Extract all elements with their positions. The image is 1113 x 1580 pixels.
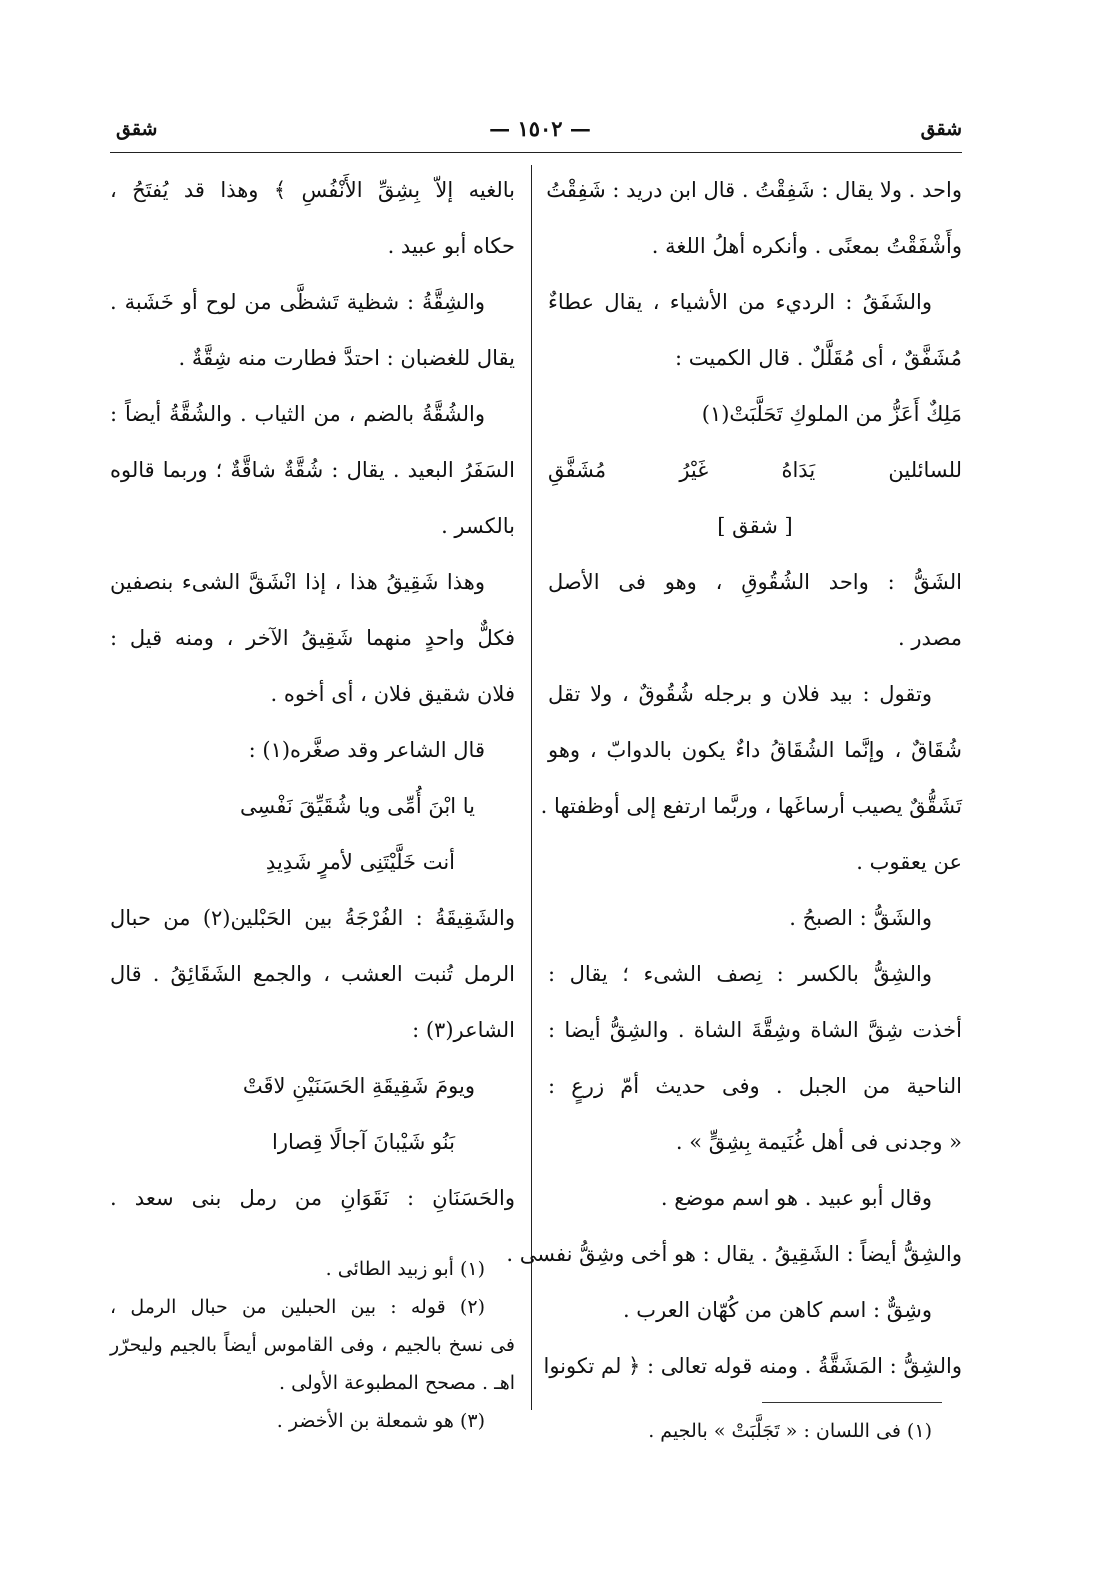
text-line: الشَقُّ : واحد الشُقُوقِ ، وهو فى الأصل [548,570,962,594]
text-line: والشِقَّةُ : شظية تَشظَّى من لوح أو خَشَبة . [110,290,485,314]
text-line: فلان شقيق فلان ، أى أخوه . [270,682,515,706]
verse-line: ويومَ شَقِيقَةِ الحَسَنَيْنِ لاقَتْ [242,1074,475,1098]
text-line: وشِقٌّ : اسم كاهن من كُهّان العرب . [622,1298,932,1322]
running-head-right: شقق [920,118,962,140]
verse-line: مَلِكٌ أَعَزُّ من الملوكِ تَحَلَّبَتْ(١) [701,402,962,426]
footnote: اهـ . مصحح المطبوعة الأولى . [279,1372,515,1394]
text-line: والشِقُّ : المَشَقَّةُ . ومنه قوله تعالى : ﴿ لم تكونوا [543,1354,962,1378]
footnote: (٢) قوله : بين الحبلين من حبال الرمل ، [110,1296,485,1318]
text-line: قال الشاعر وقد صغَّره(١) : [248,738,485,762]
page-number: — ١٥٠٢ — [489,116,591,141]
verse-line: للسائلين يَدَاهُ غَيْرُ مُشَفَّقِ [548,458,962,482]
text-line: شُقَاقٌ ، وإنَّما الشُقَاقُ داءٌ يكون بالدوابّ ، وهو [548,738,962,762]
column-divider [531,165,532,1410]
text-line: الناحية من الجبل . وفى حديث أمّ زرعٍ : [548,1074,962,1098]
text-line: مصدر . [898,626,962,650]
text-line: وتقول : بيد فلان و برجله شُقُوقٌ ، ولا تقل [548,682,932,706]
text-line: حكاه أبو عبيد . [387,234,515,258]
verse-line: بَنُو شَيْبانَ آجالًا قِصارا [272,1130,455,1154]
text-line: الشاعر(٣) : [412,1018,515,1042]
text-line: مُشَفَّقٌ ، أى مُقَلَّلٌ . قال الكميت : [675,346,962,370]
text-line: والشَفَقُ : الرديء من الأشياء ، يقال عطاءٌ [548,290,932,314]
text-line: فكلٌّ واحدٍ منهما شَقِيقُ الآخر ، ومنه قيل : [110,626,515,650]
text-line: الرمل تُنبت العشب ، والجمع الشَقَائِقُ . قال [110,962,515,986]
footnote-gap [110,1226,515,1250]
text-line: تَشَقُّقٌ يصيب أرساغَها ، وربَّما ارتفع إلى أوظفتها . [540,794,962,818]
text-line: أخذت شِقَّ الشاة وشِقَّةَ الشاة . والشِقُّ أيضا : [548,1018,962,1042]
text-line: بالغيه إلاّ بِشِقِّ الأَنْفُسِ ﴾ وهذا قد يُفتَحُ ، [110,178,515,202]
text-line: السَفَرُ البعيد . يقال : شُقَّةٌ شاقَّةٌ ؛ وربما قالوه [110,458,515,482]
footnote: (١) أبو زبيد الطائى . [325,1258,485,1280]
footnote: (١) فى اللسان : « تَجَلَّبَتْ » بالجيم . [648,1420,932,1442]
running-head-left: شقق [116,118,158,140]
text-line: عن يعقوب . [856,850,962,874]
text-line: والشُقَّةُ بالضم ، من الثياب . والشُقَّةُ أيضاً : [110,402,485,426]
text-line: والشَقُّ : الصبحُ . [789,906,932,930]
verse-line: يا ابْنَ أُمِّى ويا شُقَيِّقَ نَفْسِى [239,794,475,818]
text-line: والشِقُّ بالكسر : نِصف الشىء ؛ يقال : [548,962,932,986]
footnote: فى نسخ بالجيم ، وفى القاموس أيضاً بالجيم وليحرّر [110,1334,515,1356]
footnote: (٣) هو شمعلة بن الأخضر . [276,1410,485,1432]
header-rule [110,152,962,153]
entry-heading: [ شقق ] [717,514,793,538]
page-header [110,112,962,152]
left-column [110,162,515,1440]
right-column [506,162,962,1450]
verse-line: أنت خَلَّيْتَنِى لأمرٍ شَدِيدِ [265,850,455,874]
text-line: والحَسَنَانِ : نَقَوَانِ من رمل بنى سعد . [110,1186,515,1210]
text-line: وأَشْفَقْتُ بمعنًى . وأنكره أهلُ اللغة . [651,234,962,258]
text-line: واحد . ولا يقال : شَفِقْتُ . قال ابن دريد : شَفِقْتُ [546,178,962,202]
text-line: يقال للغضبان : احتدَّ فطارت منه شِقَّةٌ . [178,346,515,370]
text-line: والشَقِيقَةُ : الفُرْجَةُ بين الحَبْلين(٢) من حبال [110,906,515,930]
text-line: وقال أبو عبيد . هو اسم موضع . [660,1186,932,1210]
footnote-separator [548,1394,962,1412]
text-line: « وجدنى فى أهل غُنَيمة بِشِقٍّ » . [675,1130,962,1154]
text-line: والشِقُّ أيضاً : الشَقِيقُ . يقال : هو أخى وشِقُّ نفسى . [506,1242,962,1266]
text-line: وهذا شَقِيقُ هذا ، إذا انْشَقَّ الشىء بنصفين [110,570,485,594]
text-line: بالكسر . [441,514,515,538]
